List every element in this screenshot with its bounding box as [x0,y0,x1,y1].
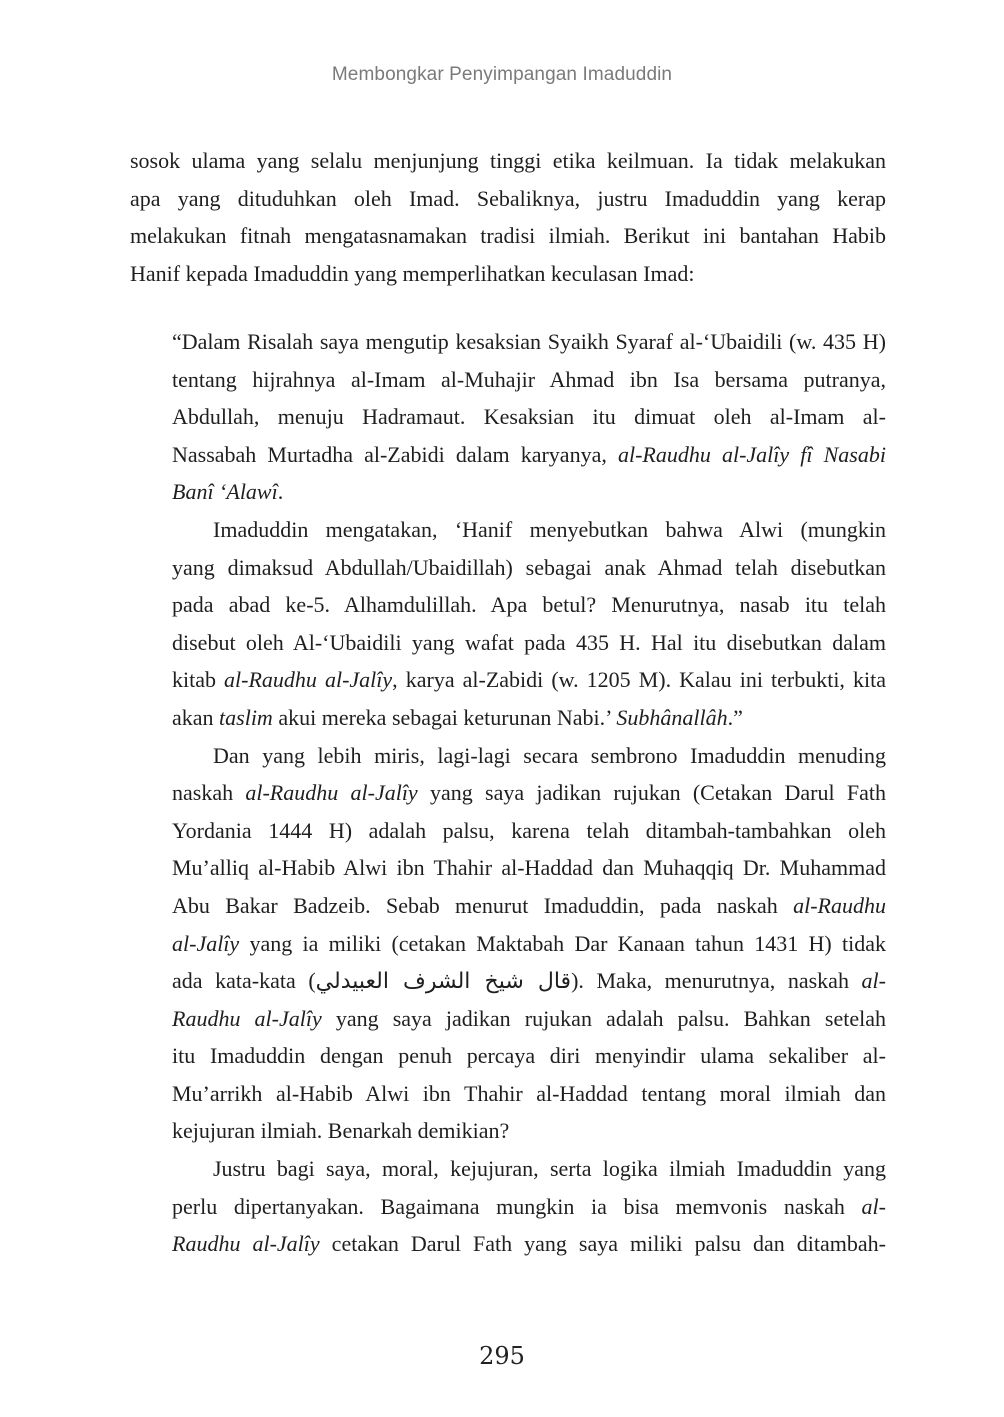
quote-paragraph [172,1150,886,1263]
text-line [172,586,886,624]
text-segment: yang saya jadikan rujukan (Cetakan Darul Fath [417,780,886,806]
text-line [172,1075,886,1113]
text-segment: Mu’arrikh al-Habib Alwi ibn Thahir al-Haddad tentang moral ilmiah dan [172,1080,886,1106]
text-segment: cetakan Darul Fath yang saya miliki palsu dan ditambah- [319,1231,886,1257]
text-segment: .” [727,704,743,730]
text-segment: tentang hijrahnya al-Imam al-Muhajir Ahmad ibn Isa bersama putranya, [172,366,886,392]
text-line [172,699,886,737]
text-segment: apa yang dituduhkan oleh Imad. Sebaliknya, justru Imaduddin yang kerap [130,185,886,211]
text-line [130,142,886,180]
text-segment: Nassabah Murtadha al-Zabidi dalam karyanya, [172,441,618,467]
italic-term: al-Raudhu [793,892,886,918]
text-line [172,849,886,887]
text-line [130,217,886,255]
text-segment: Mu’alliq al-Habib Alwi ibn Thahir al-Haddad dan Muhaqqiq Dr. Muhammad [172,855,886,881]
text-line [172,1150,886,1188]
text-line [172,661,886,699]
italic-term: al-Jalîy [172,930,240,956]
text-segment: Justru bagi saya, moral, kejujuran, serta logika ilmiah Imaduddin yang [213,1156,886,1182]
text-segment: disebut oleh Al-‘Ubaidili yang wafat pada 435 H. Hal itu disebutkan dalam [172,629,886,655]
italic-term: al- [861,1193,886,1219]
text-segment: Imaduddin mengatakan, ‘Hanif menyebutkan bahwa Alwi (mungkin [213,516,886,542]
italic-term: Raudhu al-Jalîy [172,1005,322,1031]
text-line [172,812,886,850]
arabic-quote: قال شيخ الشرف العبيدلي [315,969,572,995]
text-segment: Abu Bakar Badzeib. Sebab menurut Imaduddin, pada naskah [172,892,794,918]
text-line [172,624,886,662]
text-line [172,774,886,812]
text-line [172,1000,886,1038]
text-line [172,737,886,775]
text-segment: naskah [172,780,246,806]
text-line [172,549,886,587]
text-line [172,511,886,549]
text-line [130,255,886,293]
text-line [130,180,886,218]
text-line [172,323,886,361]
text-segment: yang dimaksud Abdullah/Ubaidillah) sebagai anak Ahmad telah disebutkan [172,554,886,580]
italic-term: Banî ‘Alawî [172,479,278,505]
text-line [172,1225,886,1263]
text-segment: Dan yang lebih miris, lagi-lagi secara sembrono Imaduddin menuding [213,742,886,768]
text-segment: melakukan fitnah mengatasnamakan tradisi ilmiah. Berikut ini bantahan Habib [130,223,886,249]
text-segment: yang saya jadikan rujukan adalah palsu. Bahkan setelah [321,1005,886,1031]
text-line [172,361,886,399]
italic-term: al- [861,968,886,994]
text-line [172,1037,886,1075]
italic-term: al-Raudhu al-Jalîy fî Nasabi [617,441,886,467]
text-line [172,925,886,963]
italic-term: al-Raudhu al-Jalîy [224,667,393,693]
text-line [172,473,886,511]
text-line [172,962,886,1000]
italic-term: taslim [219,704,273,730]
text-segment: Yordania 1444 H) adalah palsu, karena telah ditambah-tambahkan oleh [172,817,886,843]
text-segment: perlu dipertanyakan. Bagaimana mungkin ia bisa memvonis naskah [172,1193,862,1219]
quote-paragraph [172,737,886,1151]
quote-paragraph [172,511,886,737]
running-header: Membongkar Penyimpangan Imaduddin [331,64,673,85]
italic-term: Raudhu al-Jalîy [172,1231,320,1257]
text-segment: sosok ulama yang selalu menjunjung tinggi etika keilmuan. Ia tidak melakukan [130,148,886,173]
italic-term: Subhânallâh [616,704,728,730]
text-segment: itu Imaduddin dengan penuh percaya diri menyindir ulama sekaliber al- [172,1043,886,1069]
text-line [172,887,886,925]
text-segment: yang ia miliki (cetakan Maktabah Dar Kanaan tahun 1431 H) tidak [239,930,886,956]
text-segment: , karya al-Zabidi (w. 1205 M). Kalau ini terbukti, kita [392,667,886,693]
body-paragraph [130,142,886,292]
page-number: 295 [479,1342,525,1370]
text-segment: kitab [172,667,225,693]
text-segment: pada abad ke-5. Alhamdulillah. Apa betul? Menurutnya, nasab itu telah [172,592,886,618]
text-segment: akui mereka sebagai keturunan Nabi.’ [272,704,617,730]
text-line [172,436,886,474]
quote-paragraph [172,323,886,511]
text-segment: Abdullah, menuju Hadramaut. Kesaksian itu dimuat oleh al-Imam al- [172,404,886,430]
text-line [172,398,886,436]
text-segment: Hanif kepada Imaduddin yang memperlihatkan keculasan Imad: [130,260,695,286]
text-segment: . [277,479,284,505]
text-segment: akan [172,704,220,730]
text-segment: “Dalam Risalah saya mengutip kesaksian Syaikh Syaraf al-‘Ubaidili (w. 435 H) [172,329,886,354]
text-line [172,1188,886,1226]
text-segment: kejujuran ilmiah. Benarkah demikian? [172,1118,510,1144]
text-line [172,1112,886,1150]
italic-term: al-Raudhu al-Jalîy [245,780,418,806]
text-segment: ada kata-kata ( [172,968,316,994]
block-quote [172,323,886,1263]
text-segment: ). Maka, menurutnya, naskah [571,968,862,994]
